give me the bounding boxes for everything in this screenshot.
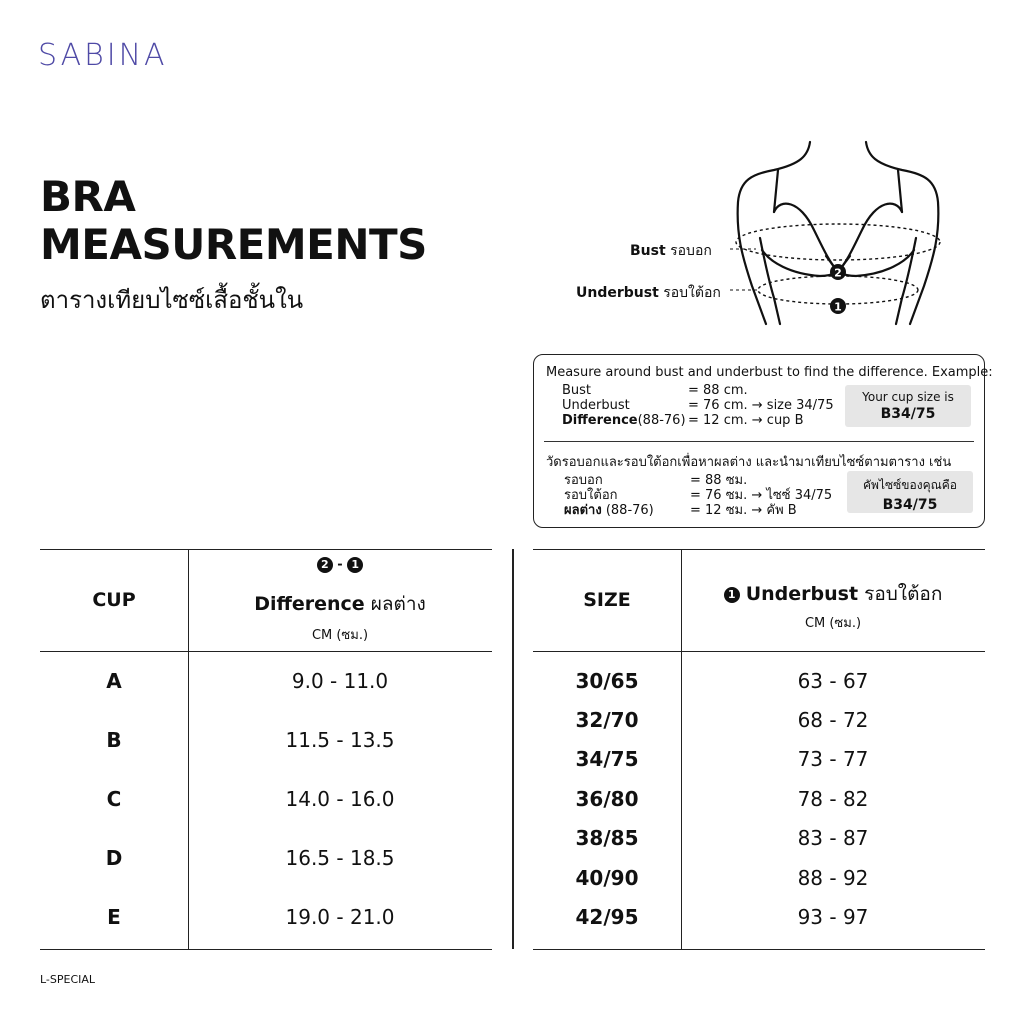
- marker-1-icon: 1: [724, 587, 740, 603]
- underbust-marker-number: 1: [834, 300, 842, 314]
- bust-marker-icon: [830, 264, 846, 280]
- cup-header: CUP: [92, 589, 136, 611]
- cup-row-c-cup: C: [106, 787, 122, 811]
- page-title-thai: ตารางเทียบไซซ์เสื้อชั้นใน: [40, 286, 304, 314]
- tables-separator: [512, 549, 514, 949]
- underbust-label-en: Underbust: [576, 285, 659, 301]
- example-under-value-en: = 76 cm. → size 34/75: [688, 398, 834, 413]
- example-result-en: [845, 385, 971, 427]
- bust-label-th: รอบอก: [670, 243, 712, 259]
- example-diff-th: [564, 499, 654, 520]
- size-table-header-rule: [533, 651, 985, 652]
- example-bust-label-th: รอบอก: [564, 473, 603, 488]
- page-title-line2: MEASUREMENTS: [40, 220, 427, 269]
- underbust-header-th: รอบใต้อก: [864, 583, 943, 605]
- size-row-1-range: 63 - 67: [797, 669, 869, 693]
- size-row-1-size: 30/65: [575, 669, 639, 693]
- underbust-header: [681, 579, 985, 609]
- underbust-label: [576, 282, 721, 304]
- formula-separator: -: [337, 557, 343, 573]
- underbust-marker-icon: [830, 298, 846, 314]
- example-diff-label-en: Difference: [562, 413, 638, 428]
- cup-row-e-range: 19.0 - 21.0: [285, 905, 395, 929]
- marker-1-icon: 1: [347, 557, 363, 573]
- example-result-th: [847, 471, 973, 513]
- example-result-label-th: คัพไซซ์ของคุณคือ: [863, 478, 957, 492]
- size-header: SIZE: [583, 589, 631, 611]
- underbust-unit: CM (ซม.): [804, 616, 862, 631]
- example-bust-value-th: = 88 ซม.: [690, 473, 748, 488]
- cup-row-a-range: 9.0 - 11.0: [291, 669, 389, 693]
- size-row-7-range: 93 - 97: [797, 905, 869, 929]
- cup-row-d-range: 16.5 - 18.5: [285, 846, 395, 870]
- brand-logo: SABINA: [38, 38, 168, 73]
- example-bust-value-en: = 88 cm.: [688, 383, 748, 398]
- difference-header: [188, 589, 492, 619]
- example-box: [533, 354, 993, 528]
- example-diff-value-th: = 12 ซม. → คัพ B: [690, 503, 797, 518]
- cup-formula: [188, 557, 492, 573]
- cup-table-header-rule: [40, 651, 492, 652]
- size-row-3-size: 34/75: [575, 747, 639, 771]
- cup-row-e-cup: E: [107, 905, 121, 929]
- cup-row-a-cup: A: [106, 669, 122, 693]
- cup-table-top-rule: [40, 549, 492, 550]
- size-row-6-size: 40/90: [575, 866, 639, 890]
- size-row-5-range: 83 - 87: [797, 826, 869, 850]
- difference-unit: CM (ซม.): [311, 628, 369, 643]
- bust-label: [630, 240, 712, 262]
- difference-header-en: Difference: [254, 593, 365, 615]
- example-under-label-en: Underbust: [562, 398, 630, 413]
- cup-row-c-range: 14.0 - 16.0: [285, 787, 395, 811]
- underbust-header-en: Underbust: [745, 583, 859, 605]
- size-row-4-size: 36/80: [575, 787, 639, 811]
- size-row-4-range: 78 - 82: [797, 787, 869, 811]
- example-under-value-th: = 76 ซม. → ไซซ์ 34/75: [690, 488, 833, 503]
- cup-table-bottom-rule: [40, 949, 492, 950]
- example-heading-th: วัดรอบอกและรอบใต้อกเพื่อหาผลต่าง และนำมาเทียบไซซ์ตามตาราง เช่น: [546, 455, 952, 470]
- example-diff-paren-th: (88-76): [605, 503, 654, 518]
- footer-label: L-SPECIAL: [40, 973, 96, 986]
- bust-label-en: Bust: [630, 243, 666, 259]
- size-row-6-range: 88 - 92: [797, 866, 869, 890]
- size-row-7-size: 42/95: [575, 905, 639, 929]
- size-table-top-rule: [533, 549, 985, 550]
- cup-row-b-range: 11.5 - 13.5: [285, 728, 395, 752]
- underbust-label-th: รอบใต้อก: [663, 285, 721, 301]
- size-row-2-range: 68 - 72: [797, 708, 869, 732]
- example-result-value-th: B34/75: [882, 497, 938, 513]
- example-result-label-en: Your cup size is: [862, 390, 954, 404]
- example-heading-en: Measure around bust and underbust to find the difference. Example:: [546, 365, 993, 380]
- bust-marker-number: 2: [834, 266, 842, 280]
- size-table-bottom-rule: [533, 949, 985, 950]
- example-under-label-th: รอบใต้อก: [564, 488, 618, 503]
- example-divider: [544, 441, 974, 442]
- size-row-2-size: 32/70: [575, 708, 639, 732]
- cup-row-d-cup: D: [105, 846, 123, 870]
- cup-row-b-cup: B: [106, 728, 122, 752]
- example-diff-paren-en: (88-76): [637, 413, 686, 428]
- marker-2-icon: 2: [317, 557, 333, 573]
- torso-illustration: [730, 138, 950, 330]
- example-result-value-en: B34/75: [880, 406, 936, 422]
- size-row-5-size: 38/85: [575, 826, 639, 850]
- page-title-line1: BRA: [40, 172, 136, 221]
- example-diff-label-th: ผลต่าง: [564, 503, 602, 518]
- size-row-3-range: 73 - 77: [797, 747, 869, 771]
- example-diff-en: [562, 413, 686, 428]
- difference-header-th: ผลต่าง: [370, 593, 426, 615]
- example-diff-value-en: = 12 cm. → cup B: [688, 413, 804, 428]
- example-bust-label-en: Bust: [562, 383, 592, 398]
